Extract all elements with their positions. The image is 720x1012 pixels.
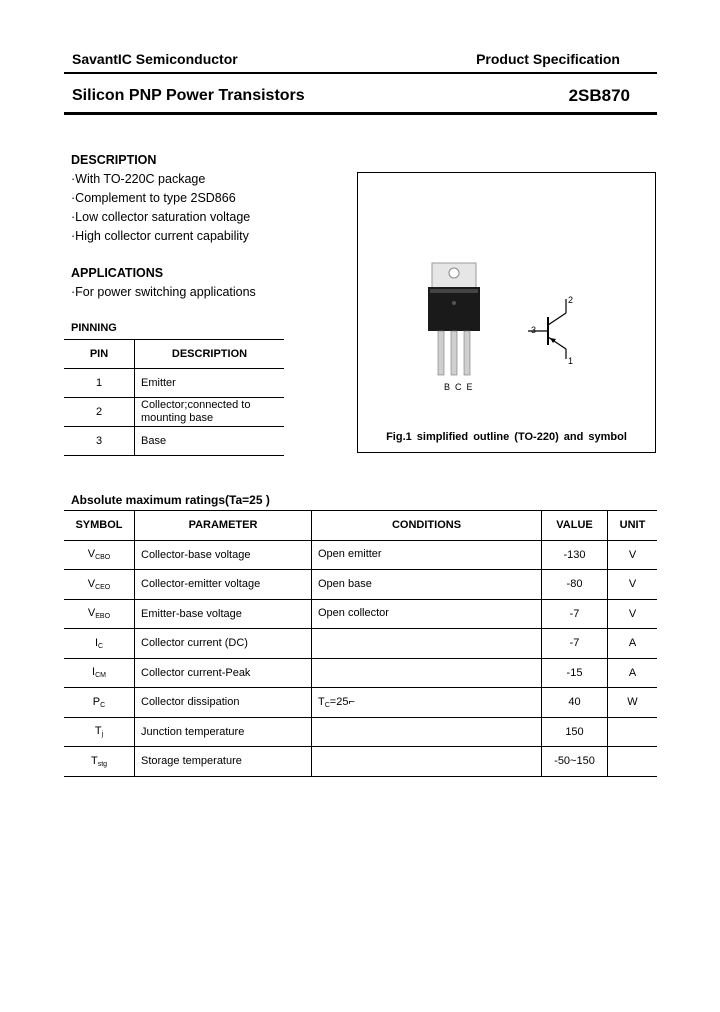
figure-caption: Fig.1 simplified outline (TO-220) and symbol — [386, 431, 627, 443]
description-item: ·With TO-220C package — [71, 172, 206, 186]
rating-symbol-subscript: C — [100, 701, 106, 709]
pin-description-line1: Collector;connected to — [141, 399, 251, 411]
rating-unit: V — [608, 540, 658, 570]
rating-condition — [312, 688, 542, 718]
rating-parameter: Storage temperature — [135, 747, 312, 777]
rating-value: 40 — [542, 688, 608, 718]
rating-symbol-subscript: CBO — [95, 554, 111, 562]
pinning-table — [64, 339, 284, 456]
table-header-row — [64, 511, 657, 541]
rating-symbol-main: I — [92, 666, 96, 679]
rating-symbol — [64, 540, 135, 570]
table-row — [64, 688, 657, 718]
rating-condition — [312, 629, 542, 659]
rating-symbol-subscript: C — [98, 642, 104, 650]
rating-unit: W — [608, 688, 658, 718]
rating-value: 150 — [542, 717, 608, 747]
pin-description-line2: mounting base — [141, 412, 214, 424]
rating-condition-main: Open collector — [318, 607, 389, 620]
symbol-pin-3: 3 — [531, 325, 537, 335]
header-rule-top — [64, 72, 657, 74]
table-row — [64, 540, 657, 570]
rating-symbol-subscript: EBO — [95, 613, 111, 621]
rating-unit: V — [608, 570, 658, 600]
rating-symbol-subscript: j — [101, 731, 104, 739]
rating-unit: V — [608, 599, 658, 629]
product-line: Silicon PNP Power Transistors — [72, 87, 305, 104]
rating-condition-rest: =25⌐ — [329, 695, 355, 708]
table-row — [64, 427, 284, 456]
rating-symbol-main: I — [94, 636, 98, 649]
table-row — [64, 599, 657, 629]
ratings-title: Absolute maximum ratings(Ta=25 ) — [71, 493, 270, 507]
rating-condition-main: Open base — [318, 577, 372, 590]
rating-symbol-main: P — [92, 695, 101, 708]
pin-number: 2 — [64, 398, 135, 427]
rating-condition — [312, 540, 542, 570]
rating-symbol-main: V — [87, 548, 96, 561]
applications-item: ·For power switching applications — [71, 285, 256, 299]
applications-title: APPLICATIONS — [71, 266, 164, 280]
rating-symbol-main: T — [94, 725, 102, 738]
table-row — [64, 629, 657, 659]
description-item: ·High collector current capability — [71, 229, 249, 243]
header-rule-bottom — [64, 112, 657, 115]
rating-value: -7 — [542, 599, 608, 629]
description-item: ·Complement to type 2SD866 — [71, 191, 236, 205]
table-row — [64, 369, 284, 398]
pin-description: Emitter — [135, 369, 285, 398]
rating-parameter: Collector current-Peak — [135, 658, 312, 688]
rating-symbol-main: V — [87, 607, 96, 620]
rating-symbol — [64, 717, 135, 747]
table-row — [64, 717, 657, 747]
document-type: Product Specification — [476, 51, 620, 67]
header-unit: UNIT — [608, 511, 658, 541]
rating-unit: A — [608, 629, 658, 659]
rating-symbol-main: T — [90, 754, 98, 767]
header-pin: PIN — [64, 340, 135, 369]
header-top-row — [64, 49, 657, 71]
rating-value: -50~150 — [542, 747, 608, 777]
table-row — [64, 747, 657, 777]
symbol-pin-1: 1 — [568, 356, 574, 366]
rating-symbol — [64, 599, 135, 629]
rating-condition-main: T — [318, 695, 325, 708]
company-name: SavantIC Semiconductor — [72, 51, 238, 67]
rating-value: -15 — [542, 658, 608, 688]
rating-unit: A — [608, 658, 658, 688]
rating-condition — [312, 570, 542, 600]
rating-parameter: Collector-base voltage — [135, 540, 312, 570]
header-conditions: CONDITIONS — [312, 511, 542, 541]
table-row — [64, 658, 657, 688]
header-symbol: SYMBOL — [64, 511, 135, 541]
header-parameter: PARAMETER — [135, 511, 312, 541]
rating-condition — [312, 658, 542, 688]
figure-box — [357, 172, 656, 453]
rating-symbol — [64, 658, 135, 688]
rating-symbol — [64, 570, 135, 600]
ratings-table — [64, 510, 657, 777]
rating-condition — [312, 747, 542, 777]
to220-package-image — [428, 261, 484, 391]
rating-symbol-subscript: CM — [95, 672, 106, 680]
symbol-pin-2: 2 — [568, 295, 574, 305]
header-description: DESCRIPTION — [135, 340, 285, 369]
rating-symbol — [64, 747, 135, 777]
rating-value: -80 — [542, 570, 608, 600]
rating-parameter: Collector current (DC) — [135, 629, 312, 659]
header-value: VALUE — [542, 511, 608, 541]
rating-condition-main: Open emitter — [318, 548, 382, 561]
pin-number: 1 — [64, 369, 135, 398]
rating-symbol — [64, 629, 135, 659]
description-item: ·Low collector saturation voltage — [71, 210, 251, 224]
table-row — [64, 570, 657, 600]
lead-labels: B C E — [444, 382, 473, 392]
rating-symbol — [64, 688, 135, 718]
table-header-row — [64, 340, 284, 369]
part-number: 2SB870 — [568, 86, 630, 105]
rating-parameter: Collector-emitter voltage — [135, 570, 312, 600]
rating-unit — [608, 747, 658, 777]
rating-condition — [312, 717, 542, 747]
rating-symbol-subscript: CEO — [95, 583, 111, 591]
rating-value: -7 — [542, 629, 608, 659]
rating-parameter: Collector dissipation — [135, 688, 312, 718]
pinning-title: PINNING — [71, 322, 117, 334]
rating-symbol-main: V — [87, 577, 96, 590]
rating-symbol-subscript: stg — [97, 760, 108, 768]
rating-parameter: Junction temperature — [135, 717, 312, 747]
rating-condition — [312, 599, 542, 629]
pin-description — [135, 398, 285, 427]
rating-value: -130 — [542, 540, 608, 570]
rating-condition-subscript: C — [324, 701, 330, 709]
table-row — [64, 398, 284, 427]
rating-parameter: Emitter-base voltage — [135, 599, 312, 629]
rating-unit — [608, 717, 658, 747]
pin-description: Base — [135, 427, 285, 456]
description-title: DESCRIPTION — [71, 153, 157, 167]
header-bottom-row — [64, 86, 657, 110]
pin-number: 3 — [64, 427, 135, 456]
